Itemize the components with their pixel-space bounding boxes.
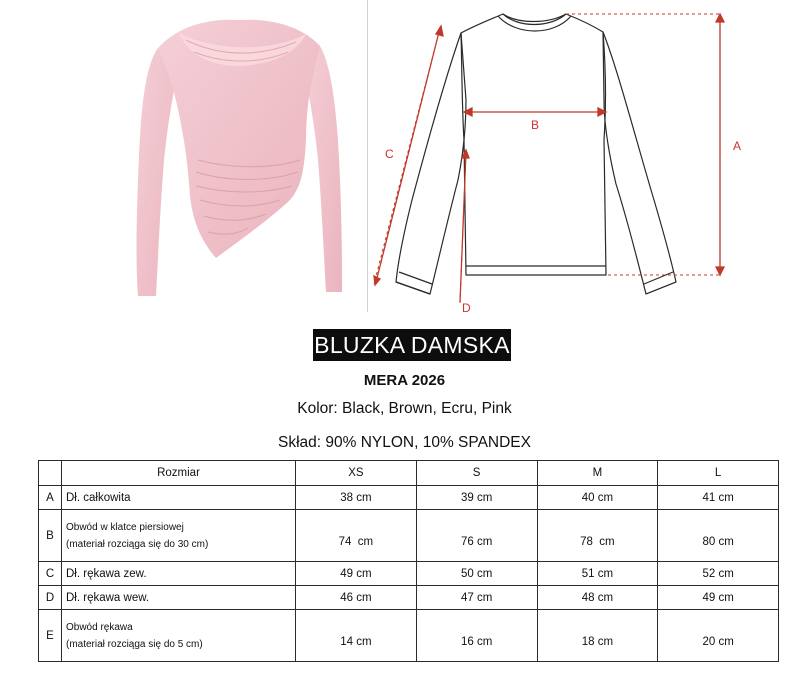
row-param	[62, 510, 296, 562]
label-c: C	[385, 147, 394, 161]
model-name: MERA 2026	[363, 372, 446, 389]
product-title: BLUZKA DAMSKA	[313, 329, 511, 361]
cell-value: 48 cm	[537, 586, 658, 610]
cell-value: 16 cm	[416, 610, 537, 662]
header-size-s: S	[416, 461, 537, 486]
cell-value: 49 cm	[658, 586, 779, 610]
cell-value: 78 cm	[537, 510, 658, 562]
row-param-line2: (materiał rozciąga się do 30 cm)	[66, 538, 209, 550]
row-param-line2: (materiał rozciąga się do 5 cm)	[66, 638, 203, 650]
row-param-line1: Obwód rękawa	[66, 621, 133, 633]
row-param: Dł. rękawa zew.	[62, 562, 296, 586]
cell-value: 51 cm	[537, 562, 658, 586]
label-b: B	[531, 118, 540, 132]
row-letter: C	[39, 562, 62, 586]
cell-value: 40 cm	[537, 486, 658, 510]
header-size-xs: XS	[296, 461, 417, 486]
cell-value: 41 cm	[658, 486, 779, 510]
table-row	[39, 610, 779, 662]
fabric-composition: Skład: 90% NYLON, 10% SPANDEX	[278, 434, 531, 451]
header-size-l: L	[658, 461, 779, 486]
cell-value: 50 cm	[416, 562, 537, 586]
cell-value: 20 cm	[658, 610, 779, 662]
cell-value: 14 cm	[296, 610, 417, 662]
table-row	[39, 562, 779, 586]
row-letter: E	[39, 610, 62, 662]
measurement-diagram	[368, 0, 809, 320]
cell-value: 39 cm	[416, 486, 537, 510]
row-letter: D	[39, 586, 62, 610]
cell-value: 47 cm	[416, 586, 537, 610]
row-param: Dł. całkowita	[62, 486, 296, 510]
label-a: A	[733, 139, 742, 153]
row-letter: A	[39, 486, 62, 510]
header-param: Rozmiar	[62, 461, 296, 486]
table-row	[39, 510, 779, 562]
table-row	[39, 586, 779, 610]
row-param	[62, 610, 296, 662]
table-row	[39, 486, 779, 510]
row-param: Dł. rękawa wew.	[62, 586, 296, 610]
header-size-m: M	[537, 461, 658, 486]
cell-value: 74 cm	[296, 510, 417, 562]
size-table	[38, 460, 779, 662]
product-photo	[128, 10, 354, 300]
row-letter: B	[39, 510, 62, 562]
header-letter-cell	[39, 461, 62, 486]
cell-value: 38 cm	[296, 486, 417, 510]
cell-value: 46 cm	[296, 586, 417, 610]
row-param-line1: Obwód w klatce piersiowej	[66, 521, 184, 533]
cell-value: 80 cm	[658, 510, 779, 562]
color-options: Kolor: Black, Brown, Ecru, Pink	[297, 400, 512, 417]
cell-value: 49 cm	[296, 562, 417, 586]
cell-value: 52 cm	[658, 562, 779, 586]
size-table-header	[39, 461, 779, 486]
cell-value: 18 cm	[537, 610, 658, 662]
label-d: D	[462, 301, 471, 315]
cell-value: 76 cm	[416, 510, 537, 562]
